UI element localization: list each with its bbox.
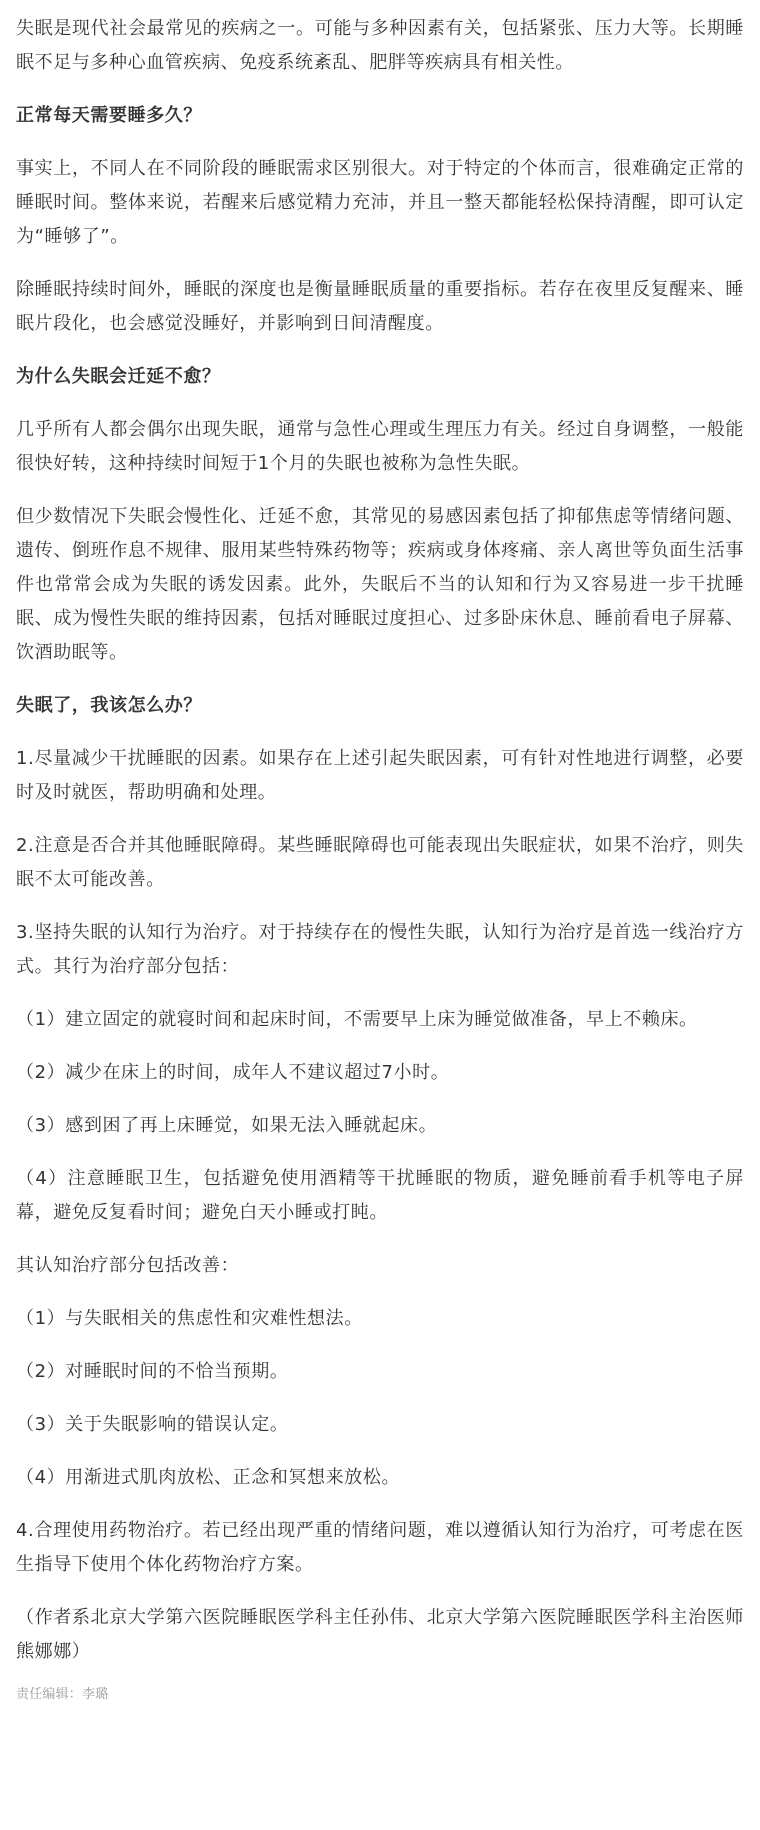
heading-what-to-do: 失眠了，我该怎么办？ [16,695,202,716]
step-4: 4.合理使用药物治疗。若已经出现严重的情绪问题，难以遵循认知行为治疗，可考虑在医生指导下使用个体化药物治疗方案。 [16,1520,744,1575]
heading-sleep-duration: 正常每天需要睡多久？ [16,105,202,126]
cognitive-intro: 其认知治疗部分包括改善： [16,1255,240,1276]
acute-insomnia-paragraph: 几乎所有人都会偶尔出现失眠，通常与急性心理或生理压力有关。经过自身调整，一般能很快好转，这种持续时间短于1个月的失眠也被称为急性失眠。 [16,419,744,474]
step-3: 3.坚持失眠的认知行为治疗。对于持续存在的慢性失眠，认知行为治疗是首选一线治疗方式。其行为治疗部分包括： [16,922,744,977]
cognitive-item-3: （3）关于失眠影响的错误认定。 [16,1414,289,1435]
step-2: 2.注意是否合并其他睡眠障碍。某些睡眠障碍也可能表现出失眠症状，如果不治疗，则失眠不太可能改善。 [16,835,744,890]
behavior-item-1: （1）建立固定的就寝时间和起床时间，不需要早上床为睡觉做准备，早上不赖床。 [16,1009,698,1030]
behavior-item-4: （4）注意睡眠卫生，包括避免使用酒精等干扰睡眠的物质，避免睡前看手机等电子屏幕，避免反复看时间；避免白天小睡或打盹。 [16,1168,744,1223]
cognitive-item-2: （2）对睡眠时间的不恰当预期。 [16,1361,289,1382]
behavior-item-3: （3）感到困了再上床睡觉，如果无法入睡就起床。 [16,1115,438,1136]
intro-paragraph: 失眠是现代社会最常见的疾病之一。可能与多种因素有关，包括紧张、压力大等。长期睡眠不足与多种心血管疾病、免疫系统紊乱、肥胖等疾病具有相关性。 [16,18,744,73]
responsible-editor: 责任编辑：李璐 [16,1687,109,1702]
step-1: 1.尽量减少干扰睡眠的因素。如果存在上述引起失眠因素，可有针对性地进行调整，必要时及时就医，帮助明确和处理。 [16,748,744,803]
cognitive-item-1: （1）与失眠相关的焦虑性和灾难性想法。 [16,1308,363,1329]
sleep-depth-paragraph: 除睡眠持续时间外，睡眠的深度也是衡量睡眠质量的重要指标。若存在夜里反复醒来、睡眠片段化，也会感觉没睡好，并影响到日间清醒度。 [16,279,744,334]
chronic-factors-paragraph: 但少数情况下失眠会慢性化、迁延不愈，其常见的易感因素包括了抑郁焦虑等情绪问题、遗传、倒班作息不规律、服用某些特殊药物等；疾病或身体疼痛、亲人离世等负面生活事件也常常会成为失眠的诱发因素。此外，失眠后不当的认知和行为又容易进一步干扰睡眠、成为慢性失眠的维持因素，包括对睡眠过度担心、过多卧床休息、睡前看电子屏幕、饮酒助眠等。 [16,506,744,663]
author-note: （作者系北京大学第六医院睡眠医学科主任孙伟、北京大学第六医院睡眠医学科主治医师熊娜娜） [16,1607,744,1662]
sleep-duration-paragraph: 事实上，不同人在不同阶段的睡眠需求区别很大。对于特定的个体而言，很难确定正常的睡眠时间。整体来说，若醒来后感觉精力充沛，并且一整天都能轻松保持清醒，即可认定为“睡够了”。 [16,158,744,247]
behavior-item-2: （2）减少在床上的时间，成年人不建议超过7小时。 [16,1062,450,1083]
cognitive-item-4: （4）用渐进式肌肉放松、正念和冥想来放松。 [16,1467,401,1488]
heading-chronic-insomnia: 为什么失眠会迁延不愈？ [16,366,221,387]
